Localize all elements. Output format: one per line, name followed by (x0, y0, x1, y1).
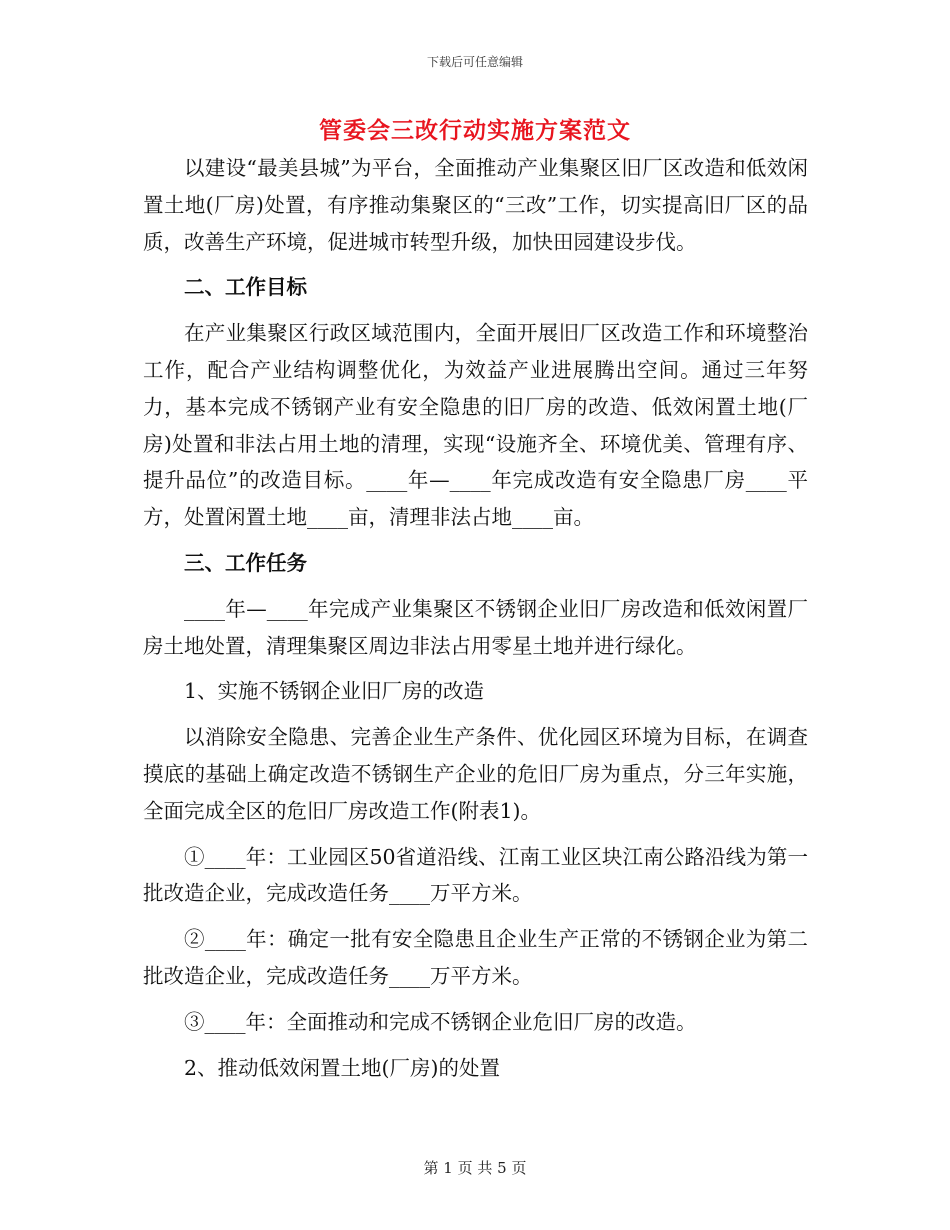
document-body (143, 150, 808, 1086)
paragraph-year-3: ③____年：全面推动和完成不锈钢企业危旧厂房的改造。 (184, 1009, 697, 1034)
subheading-land-disposal: 2、推动低效闲置土地(厂房)的处置 (184, 1055, 501, 1080)
heading-work-goals: 二、工作目标 (184, 275, 307, 300)
paragraph-year-1: ①____年：工业园区50省道沿线、江南工业区块江南公路沿线为第一批改造企业，完成改造任务____万平方米。 (143, 844, 808, 906)
header-note: 下载后可任意编辑 (426, 55, 523, 69)
paragraph-intro: 以建设“最美县城”为平台，全面推动产业集聚区旧厂区改造和低效闲置土地(厂房)处置，有序推动集聚区的“三改”工作，切实提高旧厂区的品质，改善生产环境，促进城市转型升级，加快田园建设步伐。 (143, 156, 808, 254)
subheading-renovation: 1、实施不锈钢企业旧厂房的改造 (184, 679, 485, 704)
heading-work-tasks: 三、工作任务 (184, 550, 307, 575)
page-footer: 第 1 页 共 5 页 (423, 1159, 527, 1177)
paragraph-year-2: ②____年：确定一批有安全隐患且企业生产正常的不锈钢企业为第二批改造企业，完成改造任务____万平方米。 (143, 927, 808, 988)
document-title: 管委会三改行动实施方案范文 (319, 117, 631, 144)
paragraph-renovation: 以消除安全隐患、完善企业生产条件、优化园区环境为目标，在调查摸底的基础上确定改造不锈钢生产企业的危旧厂房为重点，分三年实施，全面完成全区的危旧厂房改造工作(附表1)。 (143, 725, 808, 823)
paragraph-work-goals: 在产业集聚区行政区域范围内，全面开展旧厂区改造工作和环境整治工作，配合产业结构调整优化，为效益产业进展腾出空间。通过三年努力，基本完成不锈钢产业有安全隐患的旧厂房的改造、低效闲置土地(厂房)处置和非法占用土地的清理，实现“设施齐全、环境优美、管理有序、提升品位”的改造目标。____年—____年完成改造有安全隐患厂房____平方，处置闲置土地____亩，清理非法占地____亩。 (143, 321, 808, 530)
paragraph-work-tasks: ____年—____年完成产业集聚区不锈钢企业旧厂房改造和低效闲置厂房土地处置，清理集聚区周边非法占用零星土地并进行绿化。 (143, 596, 808, 658)
